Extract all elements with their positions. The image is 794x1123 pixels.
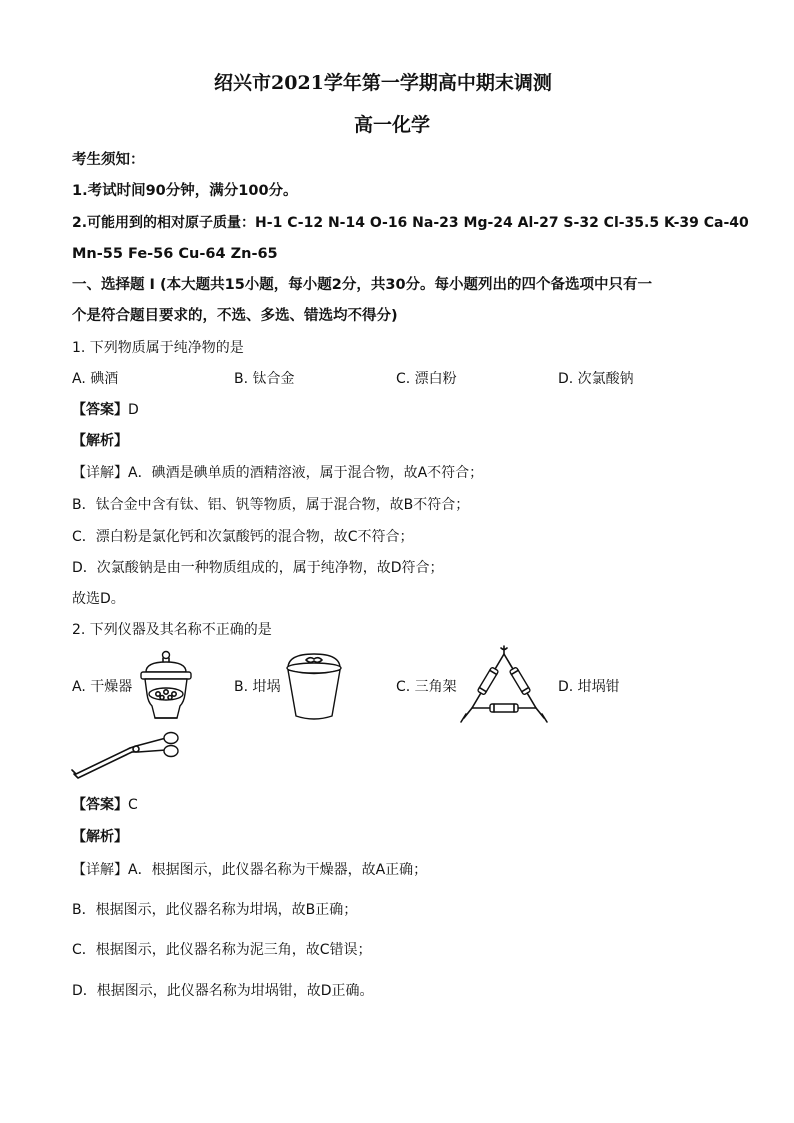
q2-option-d: D. 坩埚钳 [558,679,620,695]
q1-conclusion: 故选D。 [72,591,125,607]
q2-answer [72,798,138,812]
page-title: 绍兴市2021学年第一学期高中期末调测 [214,72,552,94]
q1-answer [72,403,139,417]
crucible-tongs-icon [70,730,182,782]
q1-detail: 【详解】A．碘酒是碘单质的酒精溶液，属于混合物，故A不符合； [72,465,484,481]
page-subtitle: 高一化学 [354,114,431,136]
q2-detail-line: C．根据图示，此仪器名称为泥三角，故C错误； [72,942,372,958]
q1-detail-line: D．次氯酸钠是由一种物质组成的，属于纯净物，故D符合； [72,560,444,576]
q2-option-b: B. 坩埚 [234,679,281,695]
q2-detail-line: B．根据图示，此仪器名称为坩埚，故B正确； [72,902,358,918]
q2-detail: 【详解】A．根据图示，此仪器名称为干燥器，故A正确； [72,862,428,878]
notice-item-2: 2.可能用到的相对原子质量：H-1 C-12 N-14 O-16 Na-23 Mg-24 Al-27 S-32 Cl-35.5 K-39 Ca-40 [72,215,749,231]
q1-detail-line: C．漂白粉是氯化钙和次氯酸钙的混合物，故C不符合； [72,529,414,545]
notice-item-1: 1.考试时间90分钟，满分100分。 [72,183,298,199]
q1-analysis-tag: 【解析】 [72,433,128,449]
q2-answer-value: C [128,797,138,813]
q1-option-c: C. 漂白粉 [396,371,457,387]
q1-option-d: D. 次氯酸钠 [558,371,634,387]
q1-answer-value: D [128,402,139,418]
q1-answer-tag: 【答案】 [72,402,128,418]
q2-detail-line: D．根据图示，此仪器名称为坩埚钳，故D正确。 [72,983,374,999]
crucible-icon [282,650,346,722]
q2-option-c: C. 三角架 [396,679,457,695]
q1-detail-line: B．钛合金中含有钛、铝、钒等物质，属于混合物，故B不符合； [72,497,470,513]
q1-option-a: A. 碘酒 [72,371,119,387]
section-heading-cont: 个是符合题目要求的，不选、多选、错选均不得分) [72,308,398,324]
desiccator-icon [136,650,196,722]
q2-answer-tag: 【答案】 [72,797,128,813]
q1-option-b: B. 钛合金 [234,371,295,387]
q2-option-a: A. 干燥器 [72,679,133,695]
q2-stem: 2. 下列仪器及其名称不正确的是 [72,622,272,638]
clay-triangle-icon [458,642,550,724]
notice-item-2-cont: Mn-55 Fe-56 Cu-64 Zn-65 [72,246,278,262]
q1-stem: 1. 下列物质属于纯净物的是 [72,340,244,356]
section-heading: 一、选择题 I (本大题共15小题，每小题2分，共30分。每小题列出的四个备选项中只有一 [72,277,653,293]
notice-heading: 考生须知： [72,152,145,168]
q2-analysis-tag: 【解析】 [72,829,128,845]
